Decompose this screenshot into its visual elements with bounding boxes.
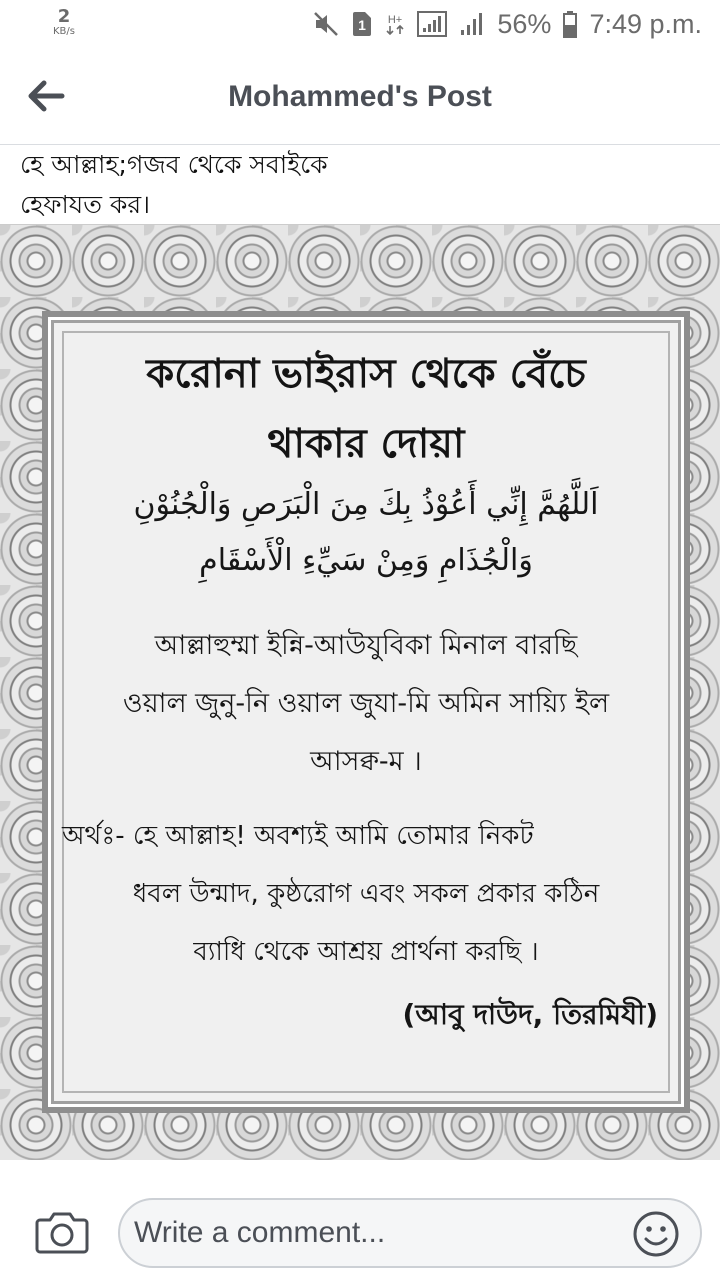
signal-bars-icon: [459, 11, 485, 37]
post-text-line: হে আল্লাহ;গজব থেকে সবাইকে: [20, 150, 328, 179]
clock: 7:49 p.m.: [589, 8, 702, 39]
transliteration-line: আল্লাহুম্মা ইন্নি-আউযুবিকা মিনাল বারছি: [154, 630, 578, 661]
post-header: [0, 48, 720, 145]
meaning-line: অর্থঃ- হে আল্লাহ! অবশ্যই আমি তোমার নিকট: [62, 821, 534, 851]
arabic-line: اَللَّهُمَّ إِنِّي أَعُوْذُ بِكَ مِنَ الْبَرَصِ وَالْجُنُوْنِ: [133, 487, 599, 522]
network-speed: [44, 8, 84, 37]
transliteration-line: আসক্ব-ম ।: [310, 746, 422, 777]
post-text: [20, 145, 700, 225]
image-frame: [42, 311, 690, 1113]
comment-input[interactable]: Write a comment...: [118, 1198, 702, 1268]
post-image[interactable]: [0, 224, 720, 1162]
camera-icon: [34, 1210, 90, 1254]
arabic-line: وَالْجُذَامِ وَمِنْ سَيِّءِ الْأَسْقَامِ: [199, 543, 533, 578]
transliteration-line: ওয়াল জুনু-নি ওয়াল জুযা-মি অমিন সায়্যি ইল: [122, 688, 610, 719]
meaning-line: ধবল উন্মাদ, কুষ্ঠরোগ এবং সকল প্রকার কঠিন: [132, 879, 600, 909]
arabic-dua: [48, 477, 684, 589]
emoji-button[interactable]: [632, 1210, 680, 1258]
network-type-icon: [385, 10, 405, 38]
battery-percent: 56%: [497, 8, 552, 39]
sim-number: 1: [358, 17, 367, 33]
image-title-line: করোনা ভাইরাস থেকে বেঁচে: [146, 351, 586, 397]
mute-icon: [313, 11, 339, 37]
page-title: Mohammed's Post: [228, 80, 492, 113]
meaning-line: ব্যাধি থেকে আশ্রয় প্রার্থনা করছি ।: [193, 937, 539, 967]
comment-bar: [0, 1160, 720, 1280]
network-speed-value: 2: [57, 6, 71, 27]
image-title-line: থাকার দোয়া: [267, 421, 465, 467]
camera-button[interactable]: [34, 1210, 90, 1254]
sim-card-icon: [351, 10, 373, 38]
battery-icon: [563, 10, 577, 38]
signal-bars-boxed-icon: [417, 10, 447, 38]
image-title: [48, 339, 684, 479]
network-speed-unit: KB/s: [53, 26, 75, 37]
smiley-icon: [632, 1210, 680, 1258]
network-type-label: H+: [388, 14, 403, 26]
transliteration: [58, 617, 674, 791]
post-text-line: হেফাযত কর।: [20, 190, 151, 219]
reference: (আবু দাউদ, তিরমিযী): [402, 998, 658, 1031]
meaning: [62, 807, 670, 981]
status-bar: [0, 0, 720, 48]
status-icons: [313, 6, 702, 42]
